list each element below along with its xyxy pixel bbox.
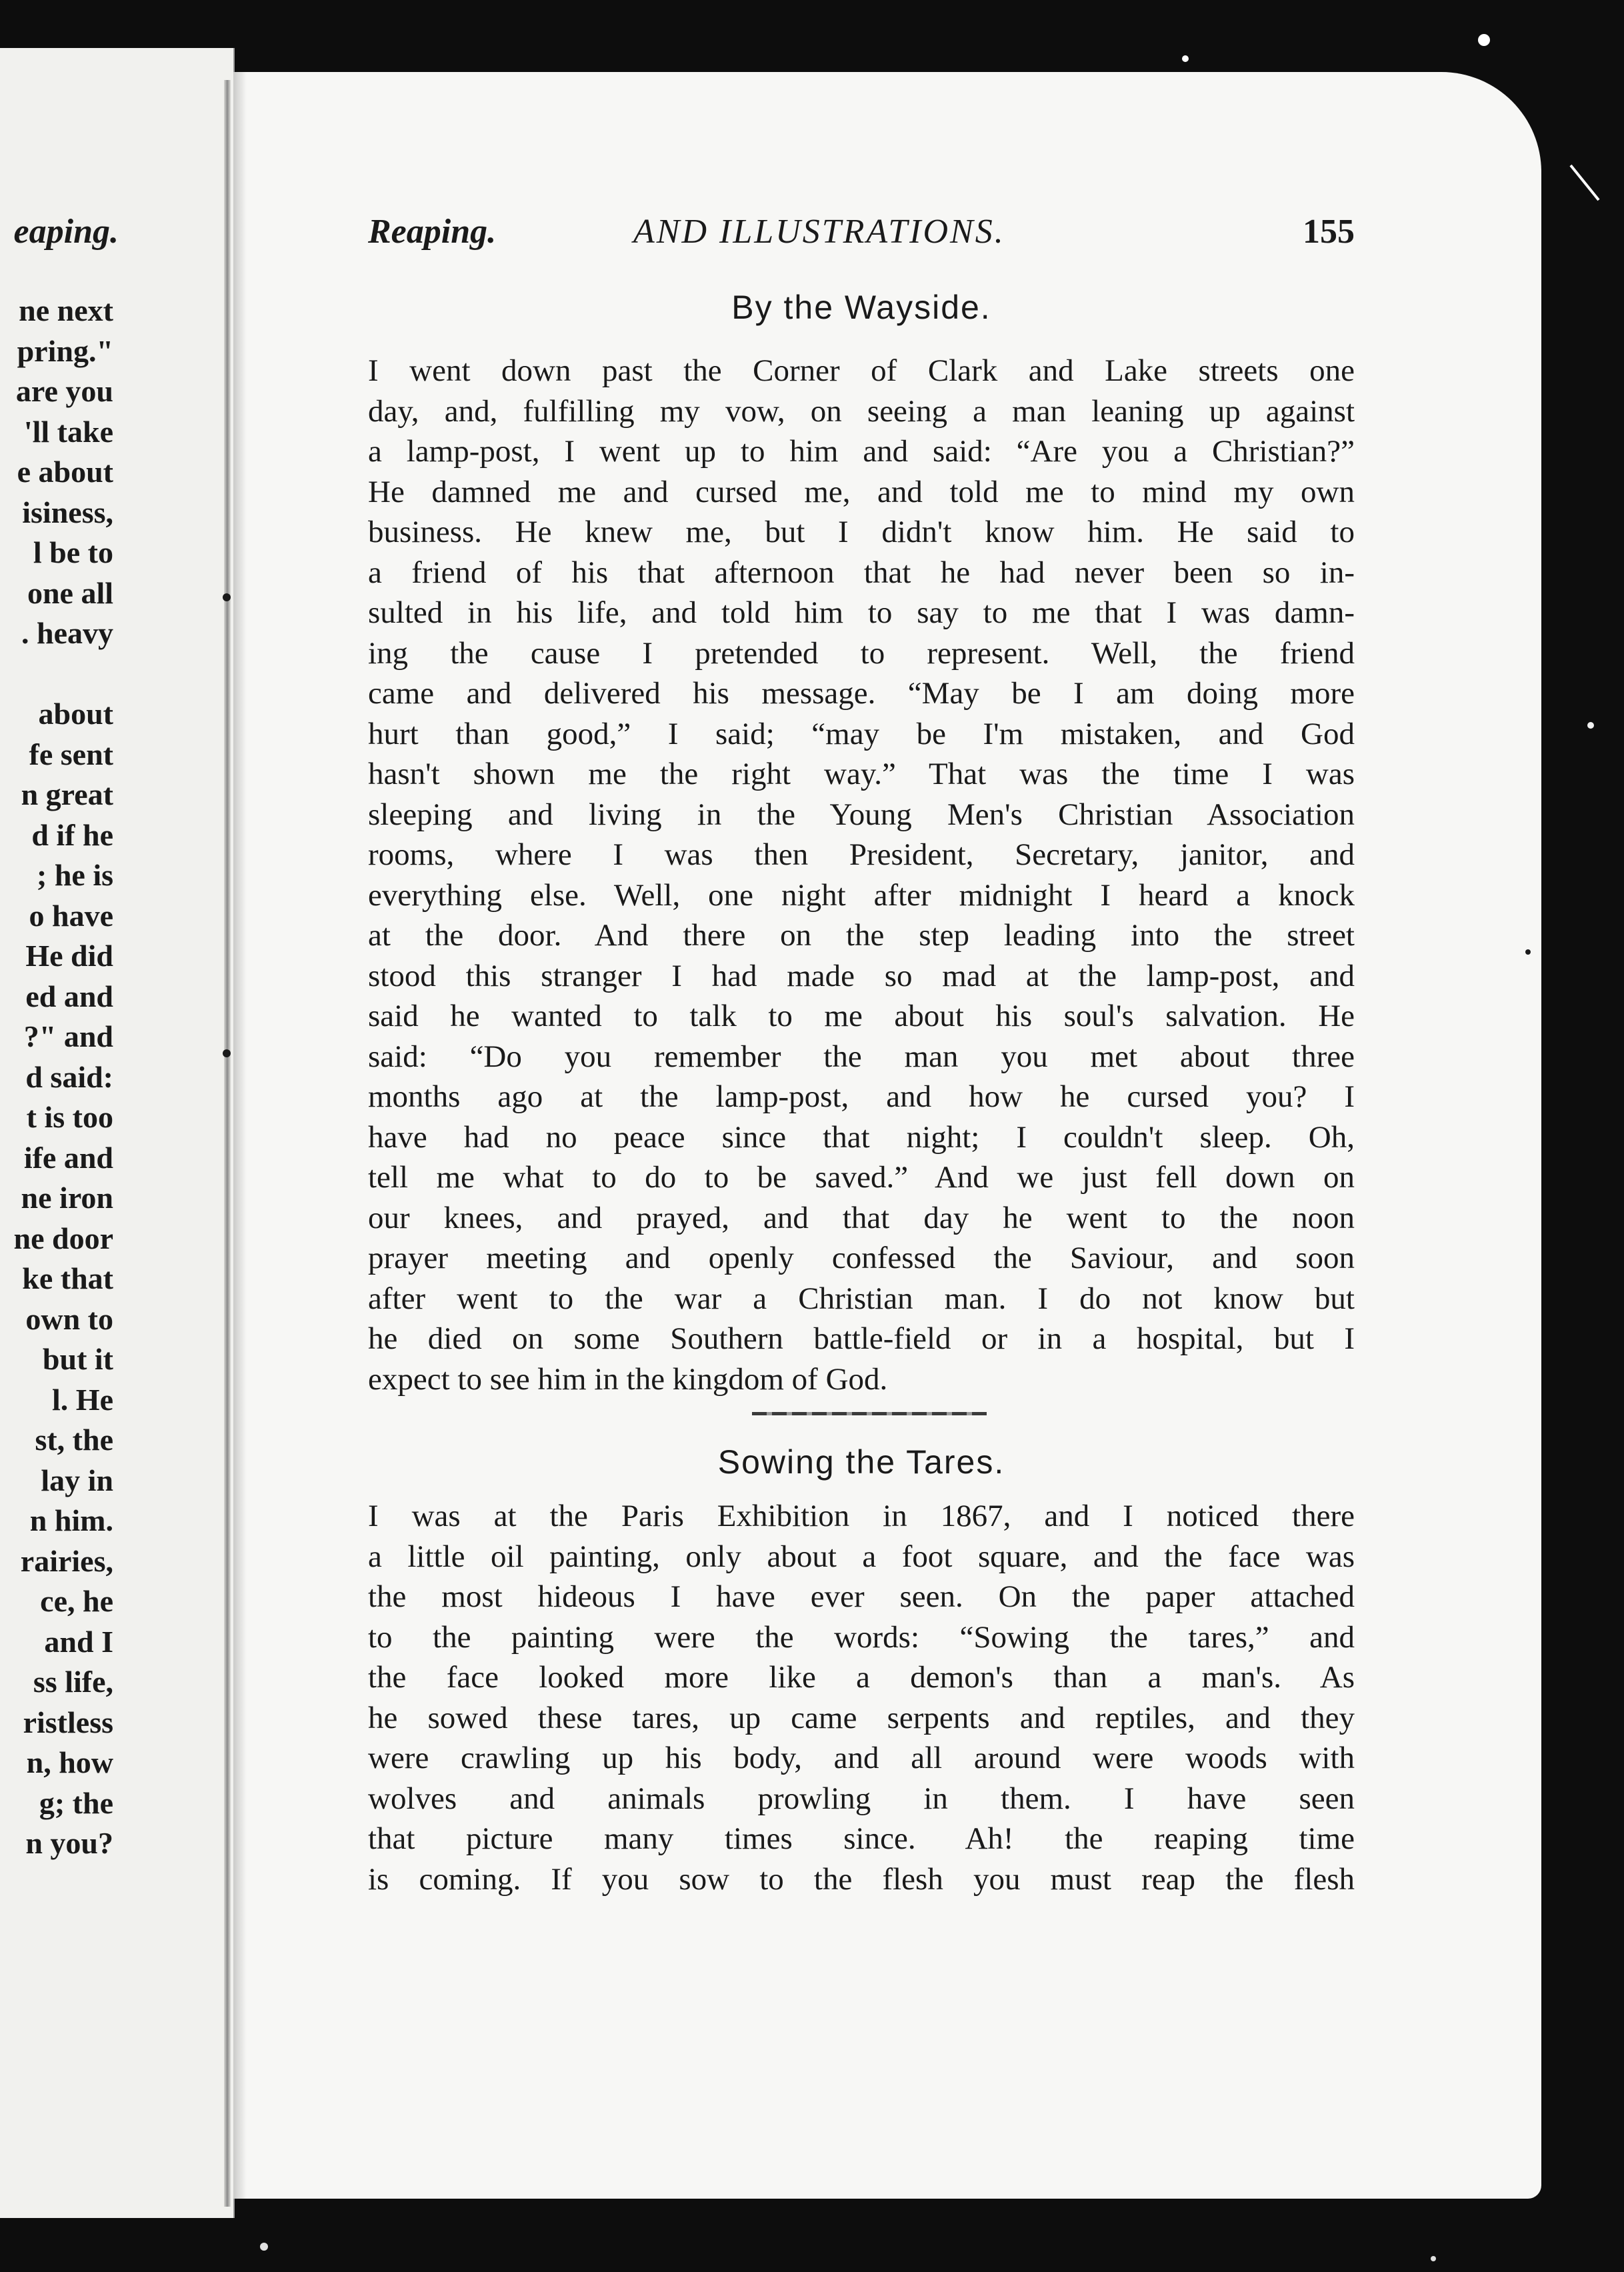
text-line: our knees, and prayed, and that day he went to the noon: [368, 1200, 1355, 1235]
text-line: d said:: [25, 1059, 113, 1094]
text-line: a lamp-post, I went up to him and said: “Are you a Christian?”: [368, 434, 1355, 469]
text-line: rairies,: [20, 1543, 113, 1578]
text-line: have had no peace since that night; I couldn't sleep. Oh,: [368, 1119, 1355, 1155]
text-line: are you: [15, 374, 113, 408]
text-line: n him.: [29, 1503, 113, 1537]
text-line: He damned me and cursed me, and told me to mind my own: [368, 474, 1355, 509]
text-line: l be to: [33, 535, 113, 569]
text-line: he sowed these tares, up came serpents and reptiles, and they: [368, 1700, 1355, 1735]
text-line: 'll take: [23, 414, 113, 449]
text-line: tell me what to do to be saved.” And we just fell down on: [368, 1160, 1355, 1195]
text-line: ife and: [23, 1140, 113, 1175]
text-line: ne iron: [21, 1181, 113, 1215]
text-line: n great: [21, 777, 113, 811]
text-line: I went down past the Corner of Clark and Lake streets one: [368, 353, 1355, 388]
text-line: n you?: [25, 1826, 113, 1860]
text-line: ce, he: [40, 1584, 113, 1618]
text-line: expect to see him in the kingdom of God.: [368, 1361, 888, 1397]
text-line: a little oil painting, only about a foot square, and the face was: [368, 1539, 1355, 1574]
text-line: at the door. And there on the step leading into the street: [368, 918, 1355, 953]
text-line: and I: [44, 1624, 113, 1659]
text-line: wolves and animals prowling in them. I have seen: [368, 1781, 1355, 1816]
text-line: after went to the war a Christian man. I do not know but: [368, 1281, 1355, 1316]
text-line: o have: [29, 898, 113, 933]
text-line: ; he is: [37, 858, 113, 892]
text-line: is coming. If you sow to the flesh you must reap the flesh: [368, 1861, 1355, 1897]
text-line: st, the: [35, 1423, 113, 1457]
text-line: hurt than good,” I said; “may be I'm mistaken, and God: [368, 716, 1355, 751]
text-line: ristless: [23, 1705, 113, 1739]
text-line: stood this stranger I had made so mad at the lamp-post, and: [368, 958, 1355, 993]
left-running-head: eaping.: [13, 213, 119, 251]
text-line: I was at the Paris Exhibition in 1867, and I noticed there: [368, 1499, 1355, 1533]
text-line: lay in: [41, 1463, 113, 1497]
text-line: business. He knew me, but I didn't know him. He said to: [368, 515, 1355, 549]
text-line: ne door: [13, 1221, 113, 1255]
text-line: to the painting were the words: “Sowing the tares,” and: [368, 1619, 1355, 1655]
text-line: t is too: [26, 1100, 113, 1134]
text-line: ed and: [25, 979, 113, 1013]
text-line: came and delivered his message. “May be I am doing more: [368, 676, 1355, 711]
text-line: prayer meeting and openly confessed the Saviour, and soon: [368, 1241, 1355, 1275]
text-line: fe sent: [29, 737, 113, 771]
text-line: everything else. Well, one night after midnight I heard a knock: [368, 877, 1355, 913]
text-line: e about: [17, 455, 113, 489]
text-line: own to: [25, 1301, 113, 1336]
text-line: n, how: [26, 1745, 113, 1779]
section-title-tares: Sowing the Tares.: [717, 1443, 1005, 1481]
text-line: said: “Do you remember the man you met about three: [368, 1039, 1355, 1074]
text-line: hasn't shown me the right way.” That was the time I was: [368, 757, 1355, 791]
section-title-wayside: By the Wayside.: [731, 289, 991, 326]
text-line: He did: [25, 939, 113, 973]
running-head-center: AND ILLUSTRATIONS.: [633, 213, 1005, 251]
text-line: ing the cause I pretended to represent. Well, the friend: [368, 635, 1355, 671]
text-line: said he wanted to talk to me about his soul's salvation. He: [368, 999, 1355, 1033]
text-line: he died on some Southern battle-field or in a hospital, but I: [368, 1321, 1355, 1356]
text-line: g; the: [39, 1785, 113, 1820]
text-line: were crawling up his body, and all around were woods with: [368, 1741, 1355, 1775]
text-line: the face looked more like a demon's than a man's. As: [368, 1660, 1355, 1695]
text-line: isiness,: [22, 495, 113, 529]
text-line: d if he: [31, 817, 113, 852]
text-line: ss life,: [33, 1665, 113, 1699]
text-line: day, and, fulfilling my vow, on seeing a man leaning up against: [368, 393, 1355, 429]
page-number: 155: [1303, 213, 1355, 251]
text-line: ne next: [19, 293, 113, 327]
text-line: months ago at the lamp-post, and how he cursed you? I: [368, 1079, 1355, 1114]
text-line: sleeping and living in the Young Men's Christian Association: [368, 797, 1355, 832]
text-line: ke that: [22, 1261, 113, 1295]
text-line: one all: [27, 575, 113, 610]
text-line: a friend of his that afternoon that he had never been so in-: [368, 555, 1355, 590]
text-line: l. He: [52, 1382, 113, 1417]
text-line: pring.": [17, 333, 113, 368]
text-line: but it: [42, 1342, 113, 1376]
text-line: the most hideous I have ever seen. On the paper attached: [368, 1579, 1355, 1614]
text-line: about: [38, 697, 113, 731]
text-line: . heavy: [21, 616, 113, 650]
text-line: ?" and: [23, 1019, 113, 1053]
text-line: that picture many times since. Ah! the reaping time: [368, 1821, 1355, 1856]
running-head-left: Reaping.: [368, 213, 497, 251]
text-line: sulted in his life, and told him to say to me that I was damn-: [368, 595, 1355, 630]
text-line: rooms, where I was then President, Secretary, janitor, and: [368, 837, 1355, 872]
